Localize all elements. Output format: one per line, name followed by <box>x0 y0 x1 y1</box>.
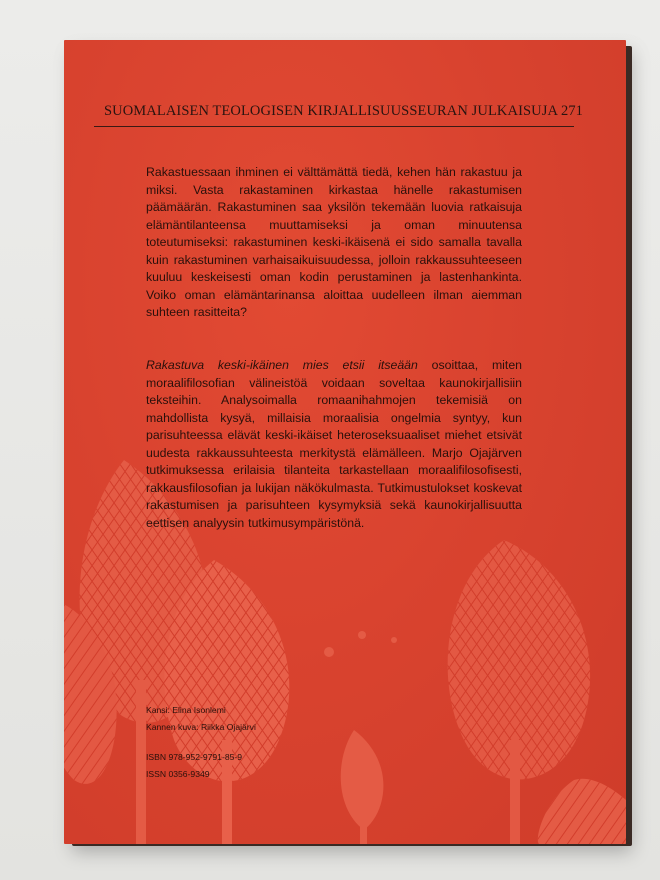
blurb-paragraph-1: Rakastuessaan ihminen ei välttämättä tiedä, kehen hän rakastuu ja miksi. Vasta rakastaminen kirkastaa hänelle rakastumisen päämäärän. Rakastuminen saa yksilön tekemään luovia ratkaisuja elämäntilanteensa muuttamiseksi ja oman minuutensa toteutumiseksi: rakastuminen keski-ikäisenä ei sido samalla tavalla kuin rakastuminen varhaisaikuisuudessa, jolloin rakkaussuhteeseen kuuluu keskeisesti oman kodin perustaminen ja lastenhankinta. Voiko oman elämäntarinansa aloittaa uudelleen ilman aiemman suhteen rasitteita? <box>146 165 522 319</box>
bottom-center-bud <box>341 730 384 844</box>
bottom-right-flower <box>538 779 626 844</box>
cover-design-credit: Kansi: Elina Isonlemi <box>146 705 226 715</box>
issn-number: ISSN 0356-9349 <box>146 769 210 779</box>
book-back-cover <box>64 40 626 844</box>
book-title-italic: Rakastuva keski-ikäinen mies etsii itseään <box>146 358 418 372</box>
blurb-paragraph-2-body: osoittaa, miten moraalifilosofian välineistöä voidaan soveltaa kaunokirjallisiin teksteihin. Analysoimalla romaanihahmojen tekemisiä on mahdollista kysyä, millaisia moraalisia ongelmia syntyy, kun parisuhteessa elävät keski-ikäiset heteroseksuaaliset miehet etsivät uudesta rakkaussuhteesta merkitystä elämälleen. Marjo Ojajärven tutkimuksessa erilaisia tilanteita tarkastellaan moraalifilosofisesti, rakkausfilosofian ja lukijan näkökulmasta. Tutkimustulokset koskevat rakastumisen ja parisuhteen kysymyksiä sekä kaunokirjallisuutta eettisen analyysin tutkimusympäristönä. <box>146 358 523 530</box>
isbn-number: ISBN 978-952-9791-85-9 <box>146 752 243 762</box>
cover-image-credit: Kannen kuva: Riikka Ojajärvi <box>146 722 256 732</box>
title-divider <box>94 126 574 127</box>
small-dots <box>324 631 397 657</box>
series-title: SUOMALAISEN TEOLOGISEN KIRJALLISUUSSEURAN JULKAISUJA 271 <box>104 103 584 119</box>
left-flower-front <box>164 560 289 844</box>
blurb-paragraph-2 <box>146 357 522 532</box>
